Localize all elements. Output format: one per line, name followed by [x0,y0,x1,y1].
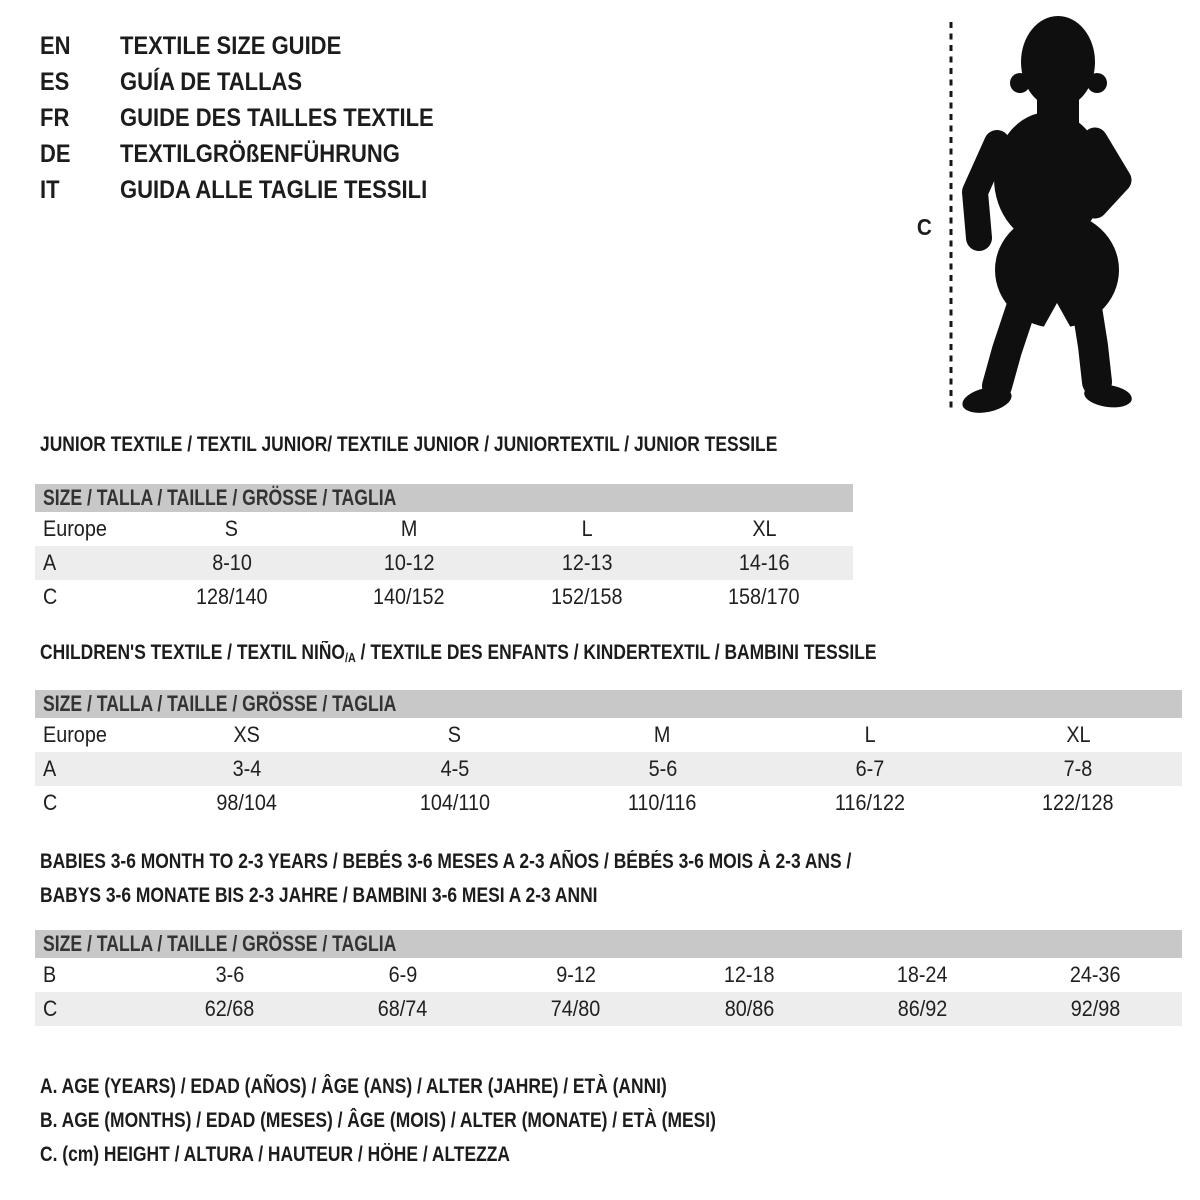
height-cell: 152/158 [550,584,623,609]
age-cell: 4-5 [440,756,470,781]
height-cell: 80/86 [724,996,774,1021]
language-title: TEXTILGRÖßENFÜHRUNG [120,139,400,168]
table-row-height [35,580,853,614]
table-row-age [35,546,853,580]
height-cell: 98/104 [216,790,278,815]
language-code: FR [40,103,70,132]
row-label: C [43,996,58,1021]
age-cell: 8-10 [211,550,252,575]
row-label: Europe [43,722,107,747]
language-row-it [40,172,477,208]
size-cell: M [654,722,671,747]
babies-size-bar: SIZE / TALLA / TAILLE / GRÖSSE / TAGLIA [35,930,1182,958]
language-code: IT [40,175,60,204]
age-cell: 6-7 [855,756,885,781]
size-cell: S [448,722,462,747]
language-title-list [40,28,477,208]
height-measure-label: C [916,214,932,240]
height-cell: 92/98 [1070,996,1121,1021]
size-cell: XL [752,516,777,541]
language-title: GUIDA ALLE TAGLIE TESSILI [120,175,428,204]
table-row-age-months [35,958,1182,992]
age-cell: 12-13 [561,550,613,575]
height-cell: 158/170 [728,584,801,609]
children-size-bar: SIZE / TALLA / TAILLE / GRÖSSE / TAGLIA [35,690,1182,718]
language-row-fr [40,100,477,136]
age-cell: 6-9 [388,962,418,987]
age-cell: 9-12 [556,962,596,987]
table-row-age [35,752,1182,786]
height-cell: 104/110 [419,790,490,815]
row-label: C [43,790,58,815]
age-cell: 12-18 [723,962,775,987]
height-cell: 74/80 [551,996,601,1021]
children-size-table [35,690,1182,820]
age-cell: 10-12 [383,550,435,575]
nino-a-subscript: /A [344,650,356,665]
children-section-title: CHILDREN'S TEXTILE / TEXTIL NIÑO/A / TEXTILE DES ENFANTS / KINDERTEXTIL / BAMBINI TESSILE [40,641,877,665]
height-cell: 62/68 [204,996,255,1021]
height-cell: 128/140 [195,584,268,609]
junior-size-table [35,484,853,614]
age-cell: 24-36 [1070,962,1121,987]
language-title: GUÍA DE TALLAS [120,67,303,96]
height-cell: 140/152 [373,584,446,609]
babies-section-title: BABIES 3-6 MONTH TO 2-3 YEARS / BEBÉS 3-6 MESES A 2-3 AÑOS / BÉBÉS 3-6 MOIS À 2-3 ANS / BABYS 3-6 MONATE BIS 2-3 JAHRE / BAMBINI 3-6 MESI A 2-3 ANNI [40,850,852,907]
language-code: ES [40,67,70,96]
table-row-europe [35,718,1182,752]
height-cell: 122/128 [1042,790,1114,815]
age-cell: 14-16 [738,550,790,575]
age-cell: 5-6 [648,756,677,781]
language-code: DE [40,139,71,168]
language-row-de [40,136,477,172]
height-cell: 116/122 [835,790,906,815]
size-cell: L [581,516,593,541]
toddler-silhouette-icon [945,10,1145,420]
height-cell: 110/116 [628,790,697,815]
language-row-en [40,28,477,64]
height-cell: 68/74 [377,996,428,1021]
language-title: GUIDE DES TAILLES TEXTILE [120,103,434,132]
footnote-age-months: B. AGE (MONTHS) / EDAD (MESES) / ÂGE (MOIS) / ALTER (MONATE) / ETÀ (MESI) [40,1109,716,1132]
size-cell: L [864,722,876,747]
row-label: Europe [43,516,107,541]
table-row-europe [35,512,853,546]
row-label: B [43,962,57,987]
language-title: TEXTILE SIZE GUIDE [120,31,342,60]
junior-size-bar: SIZE / TALLA / TAILLE / GRÖSSE / TAGLIA [35,484,853,512]
size-cell: XL [1065,722,1091,747]
size-cell: XS [233,722,261,747]
language-code: EN [40,31,71,60]
age-cell: 3-6 [215,962,244,987]
babies-size-table [35,930,1182,1026]
table-row-height [35,786,1182,820]
age-cell: 3-4 [232,756,262,781]
size-cell: S [225,516,239,541]
age-cell: 18-24 [896,962,948,987]
language-row-es [40,64,477,100]
legend-footnotes [40,1070,854,1172]
row-label: A [43,756,57,781]
junior-section-title: JUNIOR TEXTILE / TEXTIL JUNIOR/ TEXTILE JUNIOR / JUNIORTEXTIL / JUNIOR TESSILE [40,433,778,456]
footnote-age-years: A. AGE (YEARS) / EDAD (AÑOS) / ÂGE (ANS) / ALTER (JAHRE) / ETÀ (ANNI) [40,1075,667,1098]
size-cell: M [400,516,418,541]
footnote-height-cm: C. (cm) HEIGHT / ALTURA / HAUTEUR / HÖHE / ALTEZZA [40,1143,510,1166]
table-row-height [35,992,1182,1026]
height-cell: 86/92 [897,996,948,1021]
age-cell: 7-8 [1063,756,1093,781]
row-label: A [43,550,57,575]
row-label: C [43,584,58,609]
